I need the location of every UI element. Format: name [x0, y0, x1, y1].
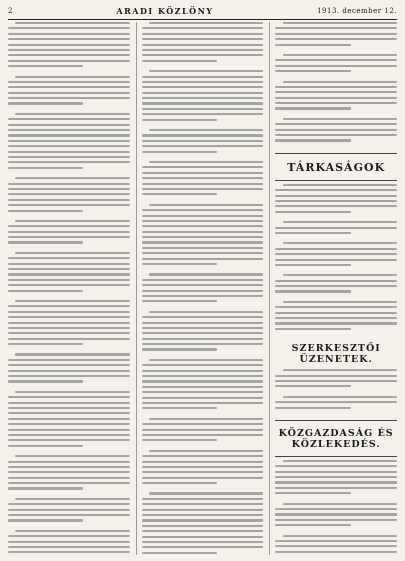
text-line	[275, 471, 397, 473]
text-line	[283, 22, 397, 24]
text-line	[142, 119, 217, 121]
text-line	[8, 129, 130, 131]
text-line	[142, 514, 264, 516]
text-line	[8, 54, 130, 56]
text-line	[8, 210, 83, 212]
masthead	[8, 4, 397, 18]
text-line	[142, 375, 264, 377]
text-line	[8, 412, 130, 414]
text-line	[8, 38, 130, 40]
text-line	[8, 375, 130, 377]
text-line	[142, 27, 264, 29]
text-line	[8, 471, 130, 473]
text-line	[8, 423, 130, 425]
text-line	[275, 211, 350, 213]
text-line	[15, 220, 129, 222]
text-line	[275, 476, 397, 478]
text-line	[142, 193, 217, 195]
text-line	[275, 545, 397, 547]
text-line	[142, 327, 264, 329]
text-line	[275, 189, 397, 191]
text-line	[142, 316, 264, 318]
text-line	[275, 401, 397, 403]
text-line	[275, 205, 397, 207]
kozgazdasag-text	[275, 460, 397, 555]
text-line	[275, 232, 350, 234]
page-columns	[8, 22, 397, 555]
text-line	[8, 49, 130, 51]
text-line	[275, 200, 397, 202]
text-line	[8, 466, 130, 468]
text-line	[8, 60, 130, 62]
text-line	[142, 252, 264, 254]
text-line	[142, 54, 264, 56]
right-column-upper-text	[275, 22, 397, 150]
paragraph-gap	[275, 145, 397, 150]
text-line	[8, 551, 130, 553]
text-line	[275, 129, 397, 131]
column-middle	[136, 22, 264, 555]
text-line	[8, 97, 130, 99]
text-line	[275, 465, 397, 467]
text-line	[142, 348, 217, 350]
text-line	[8, 183, 130, 185]
text-line	[8, 193, 130, 195]
text-line	[283, 221, 397, 223]
text-line	[142, 49, 264, 51]
text-line	[142, 407, 217, 409]
text-line	[8, 418, 130, 420]
text-line	[142, 220, 264, 222]
text-line	[142, 322, 264, 324]
text-line	[15, 177, 129, 179]
text-line	[142, 183, 264, 185]
text-line	[8, 359, 130, 361]
text-line	[149, 161, 263, 163]
text-line	[275, 385, 350, 387]
text-line	[8, 188, 130, 190]
text-line	[142, 477, 264, 479]
text-line	[149, 359, 263, 361]
column-right	[269, 22, 397, 555]
text-line	[142, 503, 264, 505]
text-line	[8, 257, 130, 259]
text-line	[149, 204, 263, 206]
text-line	[142, 263, 217, 265]
text-line	[15, 455, 129, 457]
text-line	[8, 92, 130, 94]
text-line	[8, 118, 130, 120]
text-line	[142, 92, 264, 94]
text-line	[275, 407, 350, 409]
text-line	[142, 343, 264, 345]
text-line	[283, 535, 397, 537]
text-line	[142, 402, 264, 404]
text-line	[142, 546, 264, 548]
text-line	[142, 241, 264, 243]
text-line	[8, 151, 130, 153]
text-line	[142, 166, 264, 168]
text-line	[142, 113, 264, 115]
text-line	[142, 44, 264, 46]
text-line	[8, 305, 130, 307]
szerkesztoi-heading: SZERKESZTŐI ÜZENETEK.	[291, 343, 381, 366]
text-line	[8, 402, 130, 404]
text-line	[275, 375, 397, 377]
text-line	[142, 177, 264, 179]
text-line	[8, 439, 130, 441]
text-line	[142, 439, 217, 441]
text-line	[275, 290, 350, 292]
text-line	[142, 290, 264, 292]
text-line	[149, 22, 263, 24]
text-line	[8, 140, 130, 142]
text-line	[142, 397, 264, 399]
paragraph-gap	[8, 71, 130, 76]
text-line	[8, 134, 130, 136]
text-line	[275, 524, 350, 526]
text-line	[275, 551, 397, 553]
text-line	[275, 322, 397, 324]
text-line	[275, 540, 397, 542]
text-line	[275, 38, 397, 40]
text-line	[149, 418, 263, 420]
text-line	[8, 380, 83, 382]
text-line	[8, 434, 130, 436]
text-line	[142, 509, 264, 511]
text-line	[275, 139, 350, 141]
text-line	[283, 460, 397, 462]
text-line	[275, 280, 397, 282]
text-line	[142, 338, 264, 340]
text-line	[15, 300, 129, 302]
text-line	[275, 65, 397, 67]
text-line	[8, 364, 130, 366]
text-line	[8, 482, 130, 484]
text-line	[8, 461, 130, 463]
text-line	[142, 172, 264, 174]
text-line	[8, 519, 83, 521]
text-line	[8, 102, 83, 104]
text-line	[8, 541, 130, 543]
text-line	[142, 76, 264, 78]
text-line	[142, 541, 264, 543]
text-line	[8, 279, 130, 281]
text-line	[142, 60, 217, 62]
paragraph-gap	[275, 498, 397, 503]
text-line	[15, 353, 129, 355]
text-line	[275, 102, 397, 104]
text-line	[275, 44, 350, 46]
text-line	[8, 145, 130, 147]
text-line	[275, 492, 350, 494]
text-line	[275, 481, 397, 483]
text-line	[142, 215, 264, 217]
text-line	[275, 328, 350, 330]
paragraph-gap	[275, 333, 397, 338]
text-line	[275, 253, 397, 255]
text-line	[142, 525, 264, 527]
text-line	[8, 332, 130, 334]
text-line	[8, 268, 130, 270]
text-line	[283, 369, 397, 371]
text-line	[275, 91, 397, 93]
text-line	[8, 263, 130, 265]
text-line	[8, 343, 83, 345]
text-line	[15, 530, 129, 532]
text-line	[8, 156, 130, 158]
text-line	[8, 81, 130, 83]
text-line	[8, 503, 130, 505]
text-line	[142, 482, 217, 484]
text-line	[142, 552, 217, 554]
text-line	[142, 300, 217, 302]
text-line	[142, 279, 264, 281]
text-line	[8, 407, 130, 409]
text-line	[8, 27, 130, 29]
text-line	[142, 530, 264, 532]
text-line	[8, 429, 130, 431]
text-line	[149, 450, 263, 452]
text-line	[142, 498, 264, 500]
text-line	[283, 81, 397, 83]
text-line	[142, 38, 264, 40]
paragraph-gap	[275, 530, 397, 535]
text-line	[275, 306, 397, 308]
text-line	[275, 86, 397, 88]
kozgazdasag-heading: KÖZGAZDASÁG ÉS KÖZLEKEDÉS.	[278, 427, 394, 450]
text-line	[142, 536, 264, 538]
text-line	[275, 259, 397, 261]
text-line	[142, 461, 264, 463]
text-line	[142, 140, 264, 142]
newspaper-title: ARADI KÖZLÖNY	[116, 6, 214, 16]
text-line	[15, 391, 129, 393]
masthead-rule	[8, 19, 397, 20]
text-line	[283, 118, 397, 120]
text-line	[142, 97, 264, 99]
text-line	[275, 519, 397, 521]
text-line	[275, 380, 397, 382]
text-line	[283, 396, 397, 398]
kozgazdasag-section-header	[275, 420, 397, 457]
text-line	[142, 295, 264, 297]
szerkesztoi-text	[275, 369, 397, 417]
text-line	[8, 199, 130, 201]
column-left	[8, 22, 130, 555]
text-line	[142, 258, 264, 260]
text-line	[142, 134, 264, 136]
text-line	[142, 188, 264, 190]
text-line	[275, 70, 350, 72]
text-line	[8, 370, 130, 372]
issue-date: 1913. december 12.	[317, 7, 397, 15]
text-line	[142, 86, 264, 88]
text-line	[142, 33, 264, 35]
text-line	[8, 33, 130, 35]
text-line	[8, 65, 83, 67]
text-line	[8, 514, 130, 516]
text-line	[142, 209, 264, 211]
text-line	[149, 311, 263, 313]
text-line	[142, 423, 264, 425]
text-line	[142, 380, 264, 382]
text-line	[142, 434, 264, 436]
text-line	[142, 102, 264, 104]
text-line	[8, 273, 130, 275]
text-line	[275, 33, 397, 35]
text-line	[142, 364, 264, 366]
text-line	[283, 503, 397, 505]
text-line	[275, 134, 397, 136]
text-line	[8, 445, 83, 447]
text-line	[275, 107, 350, 109]
text-line	[275, 513, 397, 515]
text-line	[142, 231, 264, 233]
text-line	[142, 151, 217, 153]
text-line	[275, 248, 397, 250]
text-line	[142, 247, 264, 249]
text-line	[275, 487, 397, 489]
text-line	[8, 396, 130, 398]
text-line	[142, 236, 264, 238]
text-line	[8, 322, 130, 324]
text-line	[8, 44, 130, 46]
text-line	[275, 264, 350, 266]
text-line	[8, 338, 130, 340]
text-line	[8, 284, 130, 286]
text-line	[149, 129, 263, 131]
text-line	[142, 466, 264, 468]
text-line	[275, 59, 397, 61]
text-line	[283, 54, 397, 56]
text-line	[142, 145, 264, 147]
text-line	[142, 332, 264, 334]
text-line	[142, 519, 264, 521]
text-line	[275, 123, 397, 125]
text-line	[8, 316, 130, 318]
text-line	[8, 509, 130, 511]
text-line	[8, 477, 130, 479]
text-line	[8, 161, 130, 163]
paragraph-gap	[275, 76, 397, 81]
text-line	[275, 508, 397, 510]
text-line	[8, 167, 83, 169]
text-line	[15, 22, 129, 24]
text-line	[8, 546, 130, 548]
text-line	[15, 252, 129, 254]
text-line	[275, 285, 397, 287]
tarkasagok-section-header	[275, 153, 397, 181]
text-line	[8, 204, 130, 206]
text-line	[275, 227, 397, 229]
text-line	[149, 273, 263, 275]
text-line	[8, 241, 83, 243]
paragraph-gap	[275, 412, 397, 417]
text-line	[8, 124, 130, 126]
text-line	[8, 535, 130, 537]
text-line	[15, 113, 129, 115]
tarkasagok-text	[275, 184, 397, 338]
text-line	[142, 471, 264, 473]
text-line	[275, 195, 397, 197]
text-line	[142, 386, 264, 388]
text-line	[283, 242, 397, 244]
text-line	[142, 455, 264, 457]
text-line	[142, 370, 264, 372]
text-line	[8, 487, 83, 489]
text-line	[149, 492, 263, 494]
text-line	[275, 97, 397, 99]
text-line	[142, 284, 264, 286]
text-line	[142, 81, 264, 83]
text-line	[8, 290, 83, 292]
text-line	[15, 498, 129, 500]
text-line	[15, 76, 129, 78]
text-line	[142, 108, 264, 110]
text-line	[149, 70, 263, 72]
text-line	[142, 429, 264, 431]
text-line	[142, 391, 264, 393]
text-line	[275, 317, 397, 319]
text-line	[8, 327, 130, 329]
text-line	[8, 225, 130, 227]
paragraph-gap	[142, 199, 264, 204]
text-line	[283, 301, 397, 303]
text-line	[275, 312, 397, 314]
text-line	[283, 274, 397, 276]
text-line	[8, 86, 130, 88]
text-line	[142, 225, 264, 227]
page-number: 2	[8, 7, 13, 15]
paragraph-gap	[142, 445, 264, 450]
text-line	[8, 311, 130, 313]
tarkasagok-heading: TÁRKASÁGOK	[287, 160, 386, 174]
text-line	[8, 236, 130, 238]
text-line	[8, 231, 130, 233]
text-line	[275, 27, 397, 29]
text-line	[283, 184, 397, 186]
